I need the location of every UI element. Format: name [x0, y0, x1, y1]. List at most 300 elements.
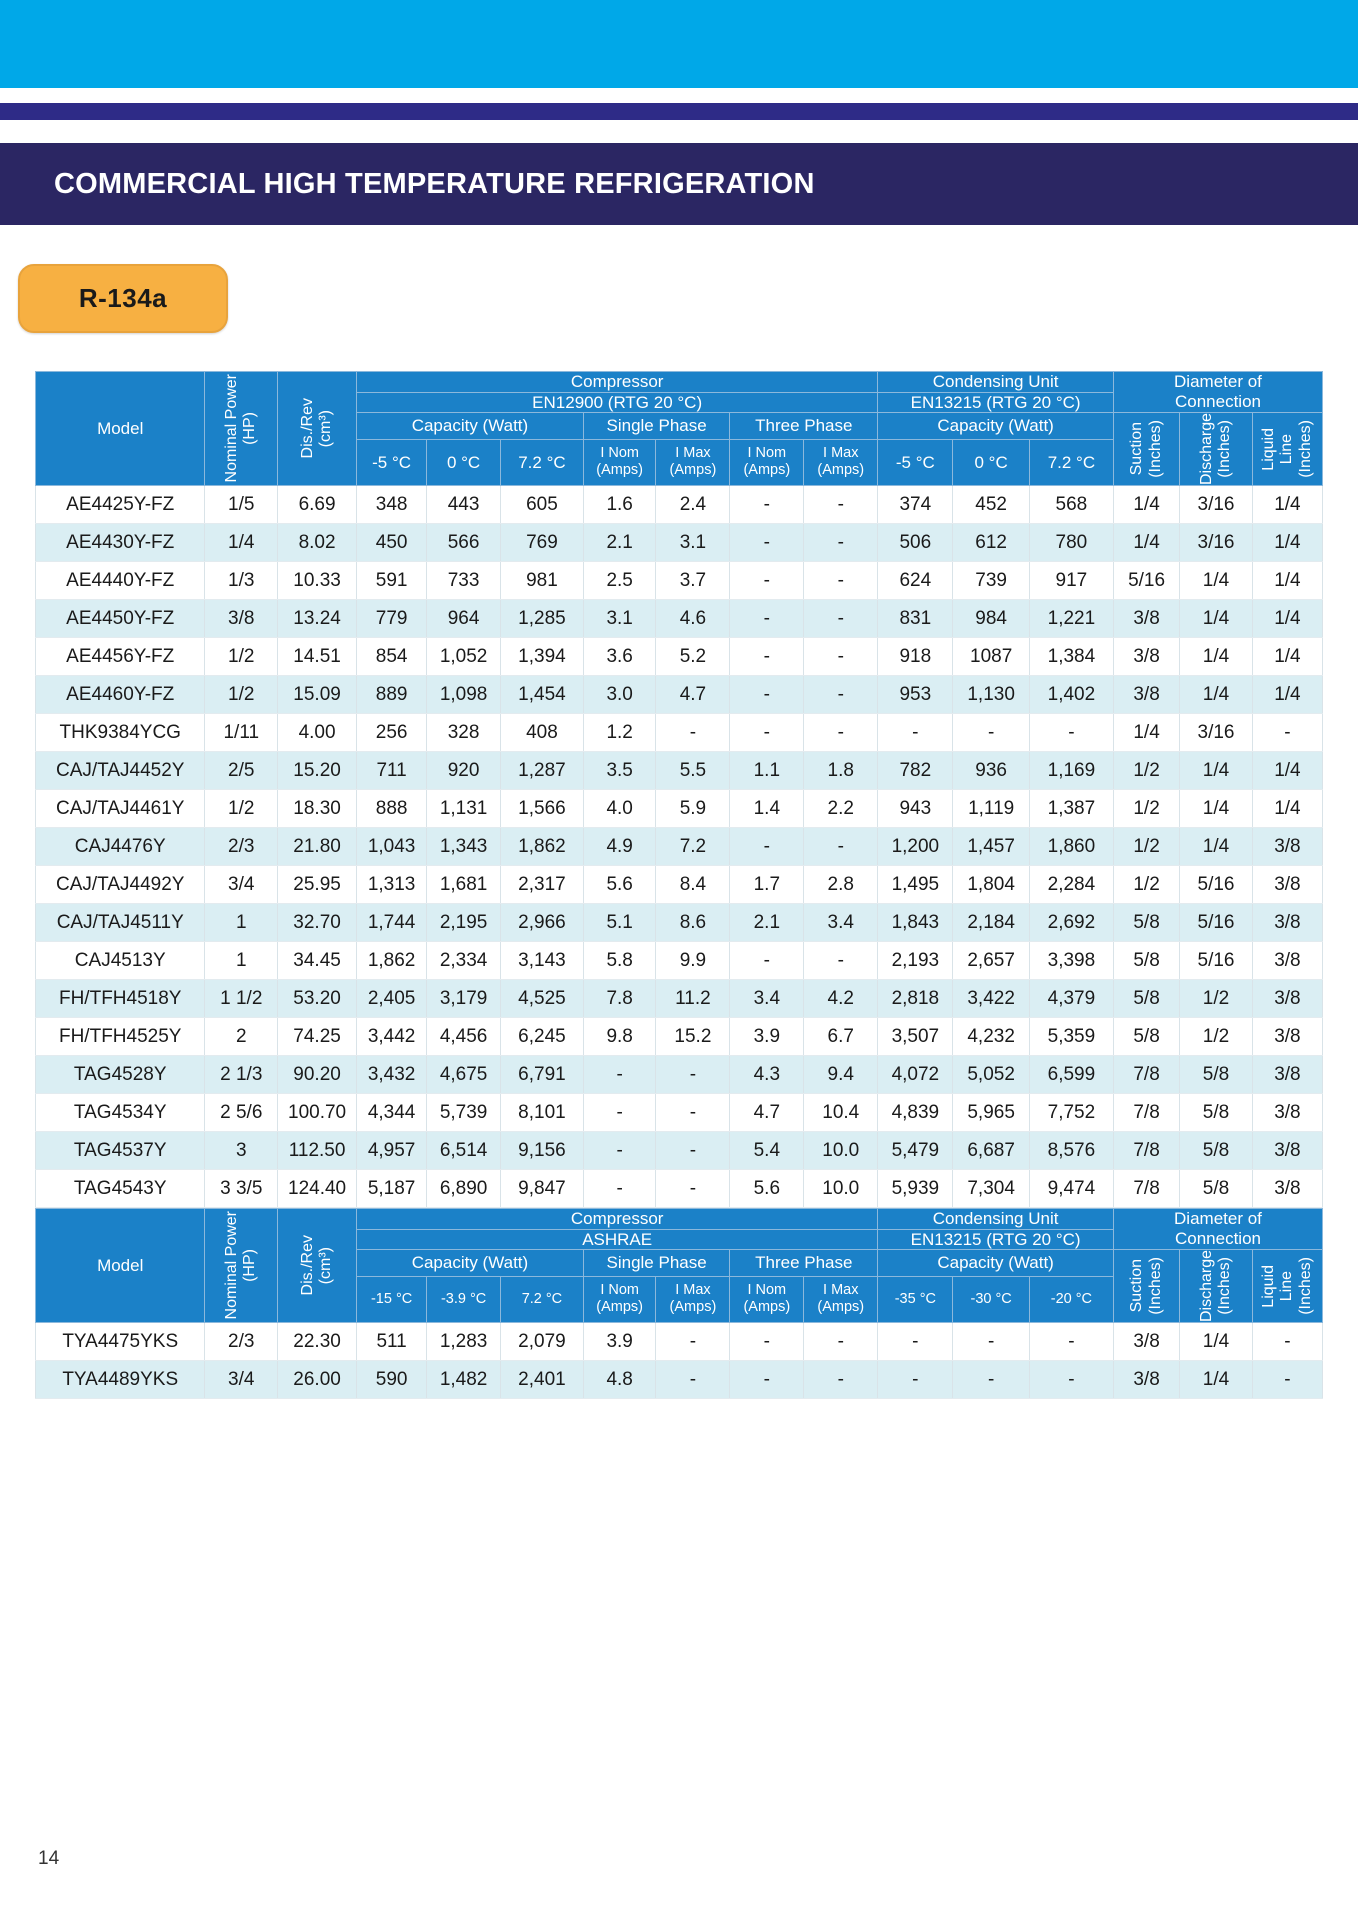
header-row-1 — [36, 372, 1323, 393]
table-cell: 1/2 — [1180, 980, 1253, 1018]
table-cell: 6,599 — [1029, 1056, 1113, 1094]
table-cell: 3/16 — [1180, 524, 1253, 562]
top-cyan-band — [0, 0, 1358, 88]
table-cell: 26.00 — [278, 1361, 357, 1399]
th-cu-temp-3: -20 °C — [1029, 1276, 1113, 1323]
table-cell: 1.2 — [583, 714, 656, 752]
table-cell: - — [804, 676, 878, 714]
table-cell: 328 — [427, 714, 501, 752]
table-cell: 5,052 — [953, 1056, 1029, 1094]
table-cell: 3/8 — [1252, 828, 1322, 866]
table-cell: 112.50 — [278, 1132, 357, 1170]
table-cell: 8.4 — [656, 866, 730, 904]
table-cell: 3/8 — [1113, 600, 1179, 638]
table-cell: - — [1252, 1361, 1322, 1399]
th-nominal-power: Nominal Power (HP) — [205, 372, 278, 486]
table-cell: 2.1 — [730, 904, 804, 942]
table-cell: 1,387 — [1029, 790, 1113, 828]
cell-model: AE4430Y-FZ — [36, 524, 205, 562]
table-cell: 256 — [357, 714, 427, 752]
table-row — [36, 790, 1323, 828]
table-cell: 6.7 — [804, 1018, 878, 1056]
header-row-1 — [36, 1209, 1323, 1230]
cell-model: TYA4489YKS — [36, 1361, 205, 1399]
cell-model: CAJ4513Y — [36, 942, 205, 980]
th-sp-inom: I Nom (Amps) — [583, 1276, 656, 1323]
th-tp-imax: I Max (Amps) — [804, 1276, 878, 1323]
table-cell: 4,675 — [427, 1056, 501, 1094]
table-cell: - — [1252, 1323, 1322, 1361]
table-cell: 5/16 — [1113, 562, 1179, 600]
table-cell: 3/16 — [1180, 714, 1253, 752]
table-1-head — [36, 372, 1323, 486]
th-comp-temp-1: -15 °C — [357, 1276, 427, 1323]
table-cell: 1,681 — [427, 866, 501, 904]
table-cell: 3.4 — [804, 904, 878, 942]
table-cell: - — [804, 524, 878, 562]
table-cell: 5.9 — [656, 790, 730, 828]
cell-model: AE4450Y-FZ — [36, 600, 205, 638]
table-cell: 9,156 — [501, 1132, 584, 1170]
table-cell: 3 3/5 — [205, 1170, 278, 1208]
table-cell: 3/8 — [1252, 904, 1322, 942]
page-title: COMMERCIAL HIGH TEMPERATURE REFRIGERATION — [54, 167, 815, 200]
cell-model: CAJ/TAJ4492Y — [36, 866, 205, 904]
table-cell: 733 — [427, 562, 501, 600]
table-cell: 2 5/6 — [205, 1094, 278, 1132]
table-cell: 566 — [427, 524, 501, 562]
table-cell: 9.8 — [583, 1018, 656, 1056]
table-cell: 1,052 — [427, 638, 501, 676]
table-cell: 4.6 — [656, 600, 730, 638]
table-row — [36, 904, 1323, 942]
table-cell: 124.40 — [278, 1170, 357, 1208]
table-cell: - — [656, 1170, 730, 1208]
table-cell: 3/8 — [1113, 638, 1179, 676]
table-cell: 3/4 — [205, 866, 278, 904]
table-cell: 1,131 — [427, 790, 501, 828]
th-nominal-power: Nominal Power (HP) — [205, 1209, 278, 1323]
table-cell: 74.25 — [278, 1018, 357, 1056]
table-cell: 3/8 — [1252, 866, 1322, 904]
table-cell: - — [656, 1094, 730, 1132]
th-cu-capacity-watt: Capacity (Watt) — [878, 1250, 1114, 1276]
table-cell: 15.20 — [278, 752, 357, 790]
cell-model: THK9384YCG — [36, 714, 205, 752]
table-cell: 1/2 — [205, 676, 278, 714]
table-cell: 5.1 — [583, 904, 656, 942]
table-2-head — [36, 1209, 1323, 1323]
table-cell: 981 — [501, 562, 584, 600]
table-cell: 6,890 — [427, 1170, 501, 1208]
table-cell: 3,442 — [357, 1018, 427, 1056]
table-cell: - — [656, 1323, 730, 1361]
table-row — [36, 714, 1323, 752]
specification-table-1 — [35, 371, 1323, 1208]
table-cell: - — [953, 1361, 1029, 1399]
th-compressor-standard: EN12900 (RTG 20 °C) — [357, 392, 878, 413]
table-cell: 9,474 — [1029, 1170, 1113, 1208]
table-cell: - — [583, 1170, 656, 1208]
table-cell: 2,334 — [427, 942, 501, 980]
table-cell: 7.2 — [656, 828, 730, 866]
table-cell: 25.95 — [278, 866, 357, 904]
table-cell: 2.4 — [656, 486, 730, 524]
table-cell: 13.24 — [278, 600, 357, 638]
table-cell: 1/4 — [1180, 752, 1253, 790]
th-sp-imax: I Max (Amps) — [656, 1276, 730, 1323]
table-cell: 5.8 — [583, 942, 656, 980]
specification-table-2 — [35, 1208, 1323, 1399]
table-cell: - — [730, 638, 804, 676]
table-cell: 7/8 — [1113, 1170, 1179, 1208]
table-cell: 2.1 — [583, 524, 656, 562]
table-cell: 3/8 — [1252, 1018, 1322, 1056]
table-cell: 1/2 — [205, 638, 278, 676]
table-cell: - — [656, 1056, 730, 1094]
table-cell: 1 — [205, 904, 278, 942]
table-cell: 6,245 — [501, 1018, 584, 1056]
table-cell: 3/8 — [205, 600, 278, 638]
th-capacity-watt: Capacity (Watt) — [357, 413, 584, 439]
th-liquid-line: Liquid Line (Inches) — [1252, 413, 1322, 486]
table-cell: 1,860 — [1029, 828, 1113, 866]
cell-model: TYA4475YKS — [36, 1323, 205, 1361]
table-cell: 3.7 — [656, 562, 730, 600]
table-cell: 4,344 — [357, 1094, 427, 1132]
table-cell: - — [583, 1056, 656, 1094]
cell-model: CAJ/TAJ4461Y — [36, 790, 205, 828]
th-capacity-watt: Capacity (Watt) — [357, 1250, 584, 1276]
table-cell: 5/8 — [1113, 980, 1179, 1018]
table-cell: 1,862 — [357, 942, 427, 980]
table-row — [36, 600, 1323, 638]
table-cell: 1,043 — [357, 828, 427, 866]
table-cell: 2,405 — [357, 980, 427, 1018]
table-row — [36, 1170, 1323, 1208]
table-cell: 1,384 — [1029, 638, 1113, 676]
table-cell: - — [730, 828, 804, 866]
table-cell: 605 — [501, 486, 584, 524]
cell-model: AE4456Y-FZ — [36, 638, 205, 676]
table-cell: 1,482 — [427, 1361, 501, 1399]
table-cell: 2,966 — [501, 904, 584, 942]
table-cell: 1/4 — [1180, 562, 1253, 600]
table-cell: 8.6 — [656, 904, 730, 942]
table-cell: 3.5 — [583, 752, 656, 790]
table-cell: 53.20 — [278, 980, 357, 1018]
table-2-body — [36, 1323, 1323, 1399]
table-cell: 2 1/3 — [205, 1056, 278, 1094]
table-cell: 888 — [357, 790, 427, 828]
table-cell: - — [804, 1361, 878, 1399]
table-cell: - — [804, 1323, 878, 1361]
table-cell: - — [730, 562, 804, 600]
cell-model: FH/TFH4525Y — [36, 1018, 205, 1056]
table-cell: - — [804, 828, 878, 866]
table-cell: 1,313 — [357, 866, 427, 904]
table-cell: 3.1 — [583, 600, 656, 638]
table-cell: 5.4 — [730, 1132, 804, 1170]
table-cell: 889 — [357, 676, 427, 714]
th-compressor: Compressor — [357, 1209, 878, 1230]
table-cell: 3/8 — [1113, 1361, 1179, 1399]
table-cell: 5/8 — [1180, 1132, 1253, 1170]
table-cell: 3.4 — [730, 980, 804, 1018]
table-cell: 450 — [357, 524, 427, 562]
table-cell: 5/8 — [1180, 1056, 1253, 1094]
table-cell: - — [730, 676, 804, 714]
th-cu-standard: EN13215 (RTG 20 °C) — [878, 1229, 1114, 1250]
table-cell: 4.2 — [804, 980, 878, 1018]
table-cell: 917 — [1029, 562, 1113, 600]
table-cell: 1,843 — [878, 904, 953, 942]
cell-model: AE4425Y-FZ — [36, 486, 205, 524]
table-cell: 1,098 — [427, 676, 501, 714]
table-cell: 2 — [205, 1018, 278, 1056]
table-cell: 511 — [357, 1323, 427, 1361]
table-row — [36, 1323, 1323, 1361]
table-cell: 3,143 — [501, 942, 584, 980]
table-cell: 5,939 — [878, 1170, 953, 1208]
table-cell: 7/8 — [1113, 1132, 1179, 1170]
th-comp-temp-2: -3.9 °C — [427, 1276, 501, 1323]
table-cell: 3/8 — [1252, 942, 1322, 980]
table-cell: 1/2 — [1113, 752, 1179, 790]
table-cell: 831 — [878, 600, 953, 638]
table-cell: 6,687 — [953, 1132, 1029, 1170]
th-single-phase: Single Phase — [583, 1250, 730, 1276]
table-cell: 1,169 — [1029, 752, 1113, 790]
table-cell: - — [804, 638, 878, 676]
table-cell: 2,195 — [427, 904, 501, 942]
table-cell: 9.9 — [656, 942, 730, 980]
table-cell: 1/4 — [1180, 828, 1253, 866]
table-cell: - — [730, 524, 804, 562]
table-cell: 10.0 — [804, 1170, 878, 1208]
table-cell: - — [656, 714, 730, 752]
table-cell: 374 — [878, 486, 953, 524]
cell-model: AE4460Y-FZ — [36, 676, 205, 714]
table-row — [36, 486, 1323, 524]
table-cell: 8,576 — [1029, 1132, 1113, 1170]
table-cell: - — [1029, 1361, 1113, 1399]
table-cell: 7.8 — [583, 980, 656, 1018]
table-cell: 34.45 — [278, 942, 357, 980]
table-cell: 2,657 — [953, 942, 1029, 980]
table-cell: 5,187 — [357, 1170, 427, 1208]
th-tp-imax: I Max (Amps) — [804, 439, 878, 486]
table-cell: 3.9 — [730, 1018, 804, 1056]
table-cell: - — [953, 714, 1029, 752]
table-cell: 984 — [953, 600, 1029, 638]
table-cell: 443 — [427, 486, 501, 524]
table-cell: 779 — [357, 600, 427, 638]
table-cell: 5,739 — [427, 1094, 501, 1132]
th-cu-temp-1: -35 °C — [878, 1276, 953, 1323]
table-cell: 9.4 — [804, 1056, 878, 1094]
table-cell: 6,514 — [427, 1132, 501, 1170]
table-cell: 5/16 — [1180, 904, 1253, 942]
th-tp-inom: I Nom (Amps) — [730, 1276, 804, 1323]
table-cell: - — [730, 486, 804, 524]
table-cell: 1.8 — [804, 752, 878, 790]
table-cell: 4,525 — [501, 980, 584, 1018]
top-white-gap — [0, 88, 1358, 103]
cell-model: FH/TFH4518Y — [36, 980, 205, 1018]
table-cell: 1/4 — [1252, 676, 1322, 714]
table-cell: 1/2 — [1113, 828, 1179, 866]
th-suction: Suction (Inches) — [1113, 413, 1179, 486]
refrigerant-badge — [18, 264, 228, 333]
th-suction: Suction (Inches) — [1113, 1250, 1179, 1323]
th-cu-standard: EN13215 (RTG 20 °C) — [878, 392, 1114, 413]
table-cell: 1/4 — [1252, 524, 1322, 562]
table-cell: 1/4 — [1252, 562, 1322, 600]
table-cell: - — [730, 714, 804, 752]
table-cell: 1,457 — [953, 828, 1029, 866]
table-cell: 936 — [953, 752, 1029, 790]
table-cell: 4,379 — [1029, 980, 1113, 1018]
table-cell: 10.33 — [278, 562, 357, 600]
table-cell: 2,401 — [501, 1361, 584, 1399]
th-discharge: Discharge (Inches) — [1180, 1250, 1253, 1323]
table-cell: 3/8 — [1113, 1323, 1179, 1361]
cell-model: TAG4537Y — [36, 1132, 205, 1170]
table-row — [36, 676, 1323, 714]
table-cell: 1 1/2 — [205, 980, 278, 1018]
th-cu-temp-2: 0 °C — [953, 439, 1029, 486]
table-cell: 739 — [953, 562, 1029, 600]
table-cell: 918 — [878, 638, 953, 676]
table-cell: 4.3 — [730, 1056, 804, 1094]
table-cell: 3 — [205, 1132, 278, 1170]
table-cell: 1/3 — [205, 562, 278, 600]
table-cell: 3/8 — [1252, 1094, 1322, 1132]
table-cell: 18.30 — [278, 790, 357, 828]
refrigerant-label: R-134a — [78, 283, 168, 313]
table-cell: 90.20 — [278, 1056, 357, 1094]
table-cell: 590 — [357, 1361, 427, 1399]
table-cell: - — [656, 1361, 730, 1399]
table-cell: 5/8 — [1113, 942, 1179, 980]
th-comp-temp-3: 7.2 °C — [501, 1276, 584, 1323]
th-cu-temp-3: 7.2 °C — [1029, 439, 1113, 486]
table-cell: 1/5 — [205, 486, 278, 524]
table-cell: 8.02 — [278, 524, 357, 562]
table-row — [36, 828, 1323, 866]
table-cell: 2,079 — [501, 1323, 584, 1361]
table-cell: 2/5 — [205, 752, 278, 790]
table-cell: 2.8 — [804, 866, 878, 904]
table-row — [36, 1361, 1323, 1399]
th-sp-inom: I Nom (Amps) — [583, 439, 656, 486]
table-cell: 1 — [205, 942, 278, 980]
table-cell: 1.1 — [730, 752, 804, 790]
table-cell: 3.1 — [656, 524, 730, 562]
th-condensing-unit: Condensing Unit — [878, 372, 1114, 393]
table-cell: 2,692 — [1029, 904, 1113, 942]
table-cell: 32.70 — [278, 904, 357, 942]
table-cell: - — [804, 714, 878, 752]
table-cell: 780 — [1029, 524, 1113, 562]
cell-model: CAJ4476Y — [36, 828, 205, 866]
table-cell: - — [1029, 1323, 1113, 1361]
table-cell: 1/4 — [1252, 600, 1322, 638]
th-cu-temp-2: -30 °C — [953, 1276, 1029, 1323]
table-cell: 5.5 — [656, 752, 730, 790]
table-cell: 1,221 — [1029, 600, 1113, 638]
th-comp-temp-1: -5 °C — [357, 439, 427, 486]
table-cell: 3/8 — [1252, 1170, 1322, 1208]
table-cell: 7,752 — [1029, 1094, 1113, 1132]
table-cell: 1/2 — [1180, 1018, 1253, 1056]
table-cell: - — [878, 714, 953, 752]
table-cell: 5/16 — [1180, 942, 1253, 980]
table-row — [36, 524, 1323, 562]
table-cell: 1/4 — [1113, 486, 1179, 524]
table-cell: - — [730, 1323, 804, 1361]
th-three-phase: Three Phase — [730, 1250, 878, 1276]
table-cell: 15.2 — [656, 1018, 730, 1056]
table-cell: 452 — [953, 486, 1029, 524]
table-cell: 4.7 — [656, 676, 730, 714]
table-cell: 5,359 — [1029, 1018, 1113, 1056]
table-cell: 568 — [1029, 486, 1113, 524]
table-1-body — [36, 486, 1323, 1208]
cell-model: TAG4528Y — [36, 1056, 205, 1094]
table-row — [36, 638, 1323, 676]
table-cell: 3.6 — [583, 638, 656, 676]
th-liquid-line: Liquid Line (Inches) — [1252, 1250, 1322, 1323]
page-title-bar — [0, 143, 1358, 225]
table-cell: 1/2 — [1113, 866, 1179, 904]
page-number: 14 — [38, 1848, 60, 1869]
table-cell: 10.4 — [804, 1094, 878, 1132]
table-cell: - — [583, 1132, 656, 1170]
table-cell: 3,432 — [357, 1056, 427, 1094]
table-cell: 6.69 — [278, 486, 357, 524]
table-cell: - — [1029, 714, 1113, 752]
th-cu-capacity-watt: Capacity (Watt) — [878, 413, 1114, 439]
table-cell: 348 — [357, 486, 427, 524]
table-cell: 2,184 — [953, 904, 1029, 942]
table-cell: 2,284 — [1029, 866, 1113, 904]
table-cell: 1/4 — [1252, 486, 1322, 524]
table-cell: 4.8 — [583, 1361, 656, 1399]
table-cell: 920 — [427, 752, 501, 790]
th-model: Model — [36, 372, 205, 486]
table-cell: 1/11 — [205, 714, 278, 752]
table-cell: 4.00 — [278, 714, 357, 752]
table-cell: 943 — [878, 790, 953, 828]
th-compressor-standard: ASHRAE — [357, 1229, 878, 1250]
table-cell: 1/4 — [1180, 676, 1253, 714]
cell-model: TAG4543Y — [36, 1170, 205, 1208]
table-cell: 3,422 — [953, 980, 1029, 1018]
th-cu-temp-1: -5 °C — [878, 439, 953, 486]
table-cell: 612 — [953, 524, 1029, 562]
table-row — [36, 1018, 1323, 1056]
table-cell: 1,343 — [427, 828, 501, 866]
table-cell: 7,304 — [953, 1170, 1029, 1208]
table-cell: - — [804, 942, 878, 980]
table-cell: - — [583, 1094, 656, 1132]
table-row — [36, 980, 1323, 1018]
table-cell: 1/4 — [1113, 714, 1179, 752]
table-cell: 5/8 — [1180, 1170, 1253, 1208]
th-diameter-of-connection: Diameter of Connection — [1113, 372, 1322, 413]
